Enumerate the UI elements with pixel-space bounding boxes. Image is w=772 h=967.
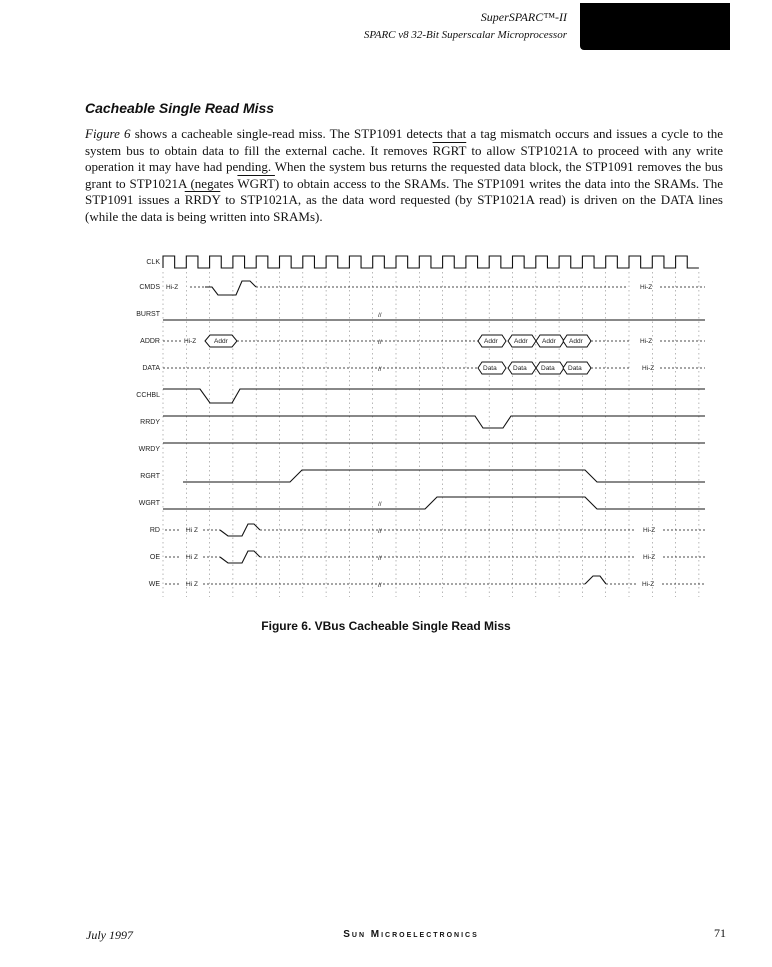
signal-label-wgrt: WGRT — [138, 500, 160, 507]
rgrt-waveform — [183, 470, 705, 482]
figure-reference: Figure 6 — [85, 126, 131, 141]
rrdy-waveform — [163, 416, 705, 428]
page-number: 71 — [714, 926, 726, 940]
paragraph-text-1: shows a cacheable single-read miss. The STP1091 detects that a tag mismatch occurs and issues a cycle to the system bus to obtain data to fill the external cache. It removes — [85, 126, 723, 158]
we-hiz-right: Hi-Z — [642, 581, 655, 588]
clock-edge-guides — [163, 272, 699, 597]
paragraph-text-3: ) to obtain access to the SRAMs. The STP1091 writes the data into the SRAMs. The STP1091 issues a — [85, 175, 723, 208]
footer-date: July 1997 — [86, 928, 133, 942]
signal-label-we: WE — [148, 581, 160, 588]
time-break-mark: // — [378, 582, 382, 589]
cmds-hiz-right: Hi-Z — [640, 284, 653, 291]
signal-label-oe: OE — [149, 554, 160, 561]
cmds-waveform — [205, 281, 256, 295]
signal-label-cchbl: CCHBL — [136, 392, 160, 399]
signal-waveforms — [163, 256, 705, 584]
signal-label-clk: CLK — [146, 259, 160, 266]
wgrt-signal-name: WGRT — [237, 175, 275, 191]
time-break-mark: // — [378, 555, 382, 562]
oe-hiz-right: Hi-Z — [643, 554, 656, 561]
section-heading: Cacheable Single Read Miss — [85, 100, 275, 116]
we-waveform — [585, 576, 606, 584]
rrdy-signal-name: RRDY — [184, 192, 221, 208]
addr-label-5: Addr — [569, 338, 583, 345]
data-label-1: Data — [483, 365, 497, 372]
waveform-annotations — [166, 284, 655, 589]
signal-label-burst: BURST — [136, 311, 160, 318]
signal-label-data: DATA — [142, 365, 160, 372]
we-hiz-left: Hi Z — [186, 581, 198, 588]
time-break-mark: // — [378, 339, 382, 346]
rd-hiz-right: Hi-Z — [643, 527, 656, 534]
addr-label-2: Addr — [484, 338, 498, 345]
addr-hiz-right: Hi-Z — [640, 338, 653, 345]
signal-label-rrdy: RRDY — [140, 419, 160, 426]
signal-label-rgrt: RGRT — [140, 473, 160, 480]
data-label-3: Data — [541, 365, 555, 372]
rd-waveform — [220, 524, 260, 536]
signal-label-cmds: CMDS — [139, 284, 160, 291]
addr-hiz-left: Hi-Z — [184, 338, 197, 345]
data-label-4: Data — [568, 365, 582, 372]
cchbl-waveform — [163, 389, 705, 403]
header-subtitle: SPARC v8 32-Bit Superscalar Microprocessor — [363, 29, 567, 41]
wgrt-waveform — [163, 497, 705, 509]
rd-hiz-left: Hi Z — [186, 527, 198, 534]
addr-label-3: Addr — [514, 338, 528, 345]
signal-label-addr: ADDR — [140, 338, 160, 345]
figure-caption: Figure 6. VBus Cacheable Single Read Miss — [261, 619, 511, 633]
signal-labels — [136, 259, 160, 588]
data-hiz-right: Hi-Z — [642, 365, 655, 372]
oe-waveform — [220, 551, 260, 563]
time-break-mark: // — [378, 312, 382, 319]
data-label-2: Data — [513, 365, 527, 372]
addr-label-4: Addr — [542, 338, 556, 345]
time-break-mark: // — [378, 501, 382, 508]
oe-hiz-left: Hi Z — [186, 554, 198, 561]
signal-label-wrdy: WRDY — [138, 446, 160, 453]
header-title: SuperSPARC™-II — [480, 10, 567, 24]
time-break-mark: // — [378, 528, 382, 535]
time-break-mark: // — [378, 366, 382, 373]
addr-label-1: Addr — [214, 338, 228, 345]
signal-label-rd: RD — [149, 527, 160, 534]
cmds-hiz-left: Hi-Z — [166, 284, 179, 291]
footer-company: Sun Microelectronics — [343, 929, 479, 940]
rgrt-signal-name: RGRT — [432, 142, 467, 158]
paragraph-text-2: to allow STP1021A to proceed with any write operation it may have had pending. When the system bus returns the requested data block, the STP1091 removes the bus grant to STP1021A (negates — [85, 142, 723, 191]
paragraph-text-4: to STP1021A, as the data word requested (by STP1021A read) is driven on the DATA lines (while the data is being written into SRAMs). — [85, 192, 723, 224]
clk-waveform — [163, 256, 699, 268]
